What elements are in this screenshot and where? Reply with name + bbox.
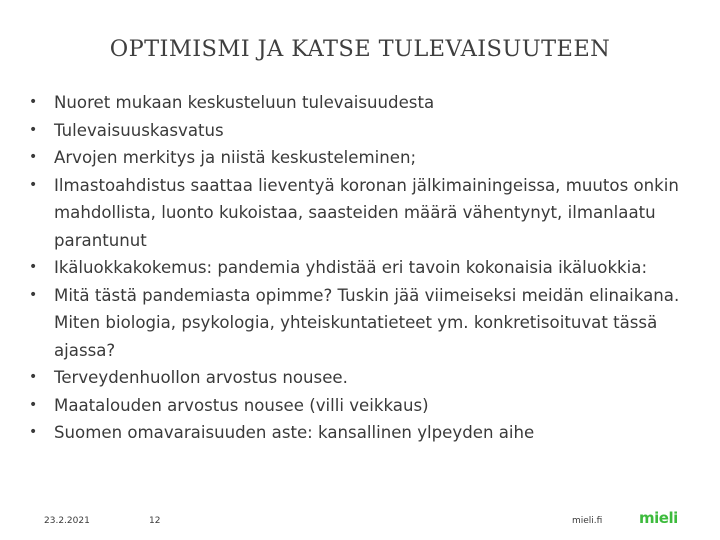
list-item [26, 117, 706, 145]
list-item [26, 392, 706, 420]
bullet-text: Arvojen merkitys ja niistä keskusteleminen; [54, 148, 417, 167]
bullet-text: Terveydenhuollon arvostus nousee. [54, 368, 348, 387]
list-item [26, 419, 706, 447]
list-item [26, 254, 706, 282]
bullet-icon: • [29, 369, 38, 385]
footer-date: 23.2.2021 [44, 516, 90, 526]
bullet-icon: • [29, 94, 38, 110]
bullet-icon: • [29, 259, 38, 275]
bullet-text: Suomen omavaraisuuden aste: kansallinen ylpeyden aihe [54, 423, 535, 442]
bullet-text: Ilmastoahdistus saattaa lieventyä koronan jälkimainingeissa, muutos onkin mahdollista, luonto kukoistaa, saasteiden määrä vähentynyt, ilmanlaatu parantunut [54, 175, 679, 250]
bullet-icon: • [29, 176, 38, 193]
footer-page-number: 12 [149, 516, 161, 526]
bullet-text: Mitä tästä pandemiasta opimme? Tuskin jää viimeiseksi meidän elinaikana. Miten biologia, psykologia, yhteiskuntatieteet ym. konkretisoituvat tässä ajassa? [54, 285, 680, 360]
bullet-icon: • [29, 149, 38, 165]
list-item [26, 364, 706, 392]
bullet-text: Nuoret mukaan keskusteluun tulevaisuudesta [54, 93, 435, 112]
bullet-text: Maatalouden arvostus nousee (villi veikkaus) [54, 395, 429, 415]
bullet-icon: • [29, 121, 38, 138]
mieli-logo: mieli [639, 509, 678, 527]
slide-title: OPTIMISMI JA KATSE TULEVAISUUTEEN [109, 36, 611, 62]
bullet-icon: • [29, 396, 38, 413]
bullet-text: Tulevaisuuskasvatus [54, 120, 224, 140]
bullet-text: Ikäluokkakokemus: pandemia yhdistää eri tavoin kokonaisia ikäluokkia: [54, 258, 648, 277]
list-item [26, 144, 706, 172]
bullet-icon: • [29, 424, 38, 440]
list-item [26, 89, 706, 117]
bullet-icon: • [29, 286, 38, 303]
list-item [26, 172, 706, 255]
bullet-list [26, 89, 706, 447]
footer-url: mieli.fi [572, 516, 603, 526]
list-item [26, 282, 706, 365]
